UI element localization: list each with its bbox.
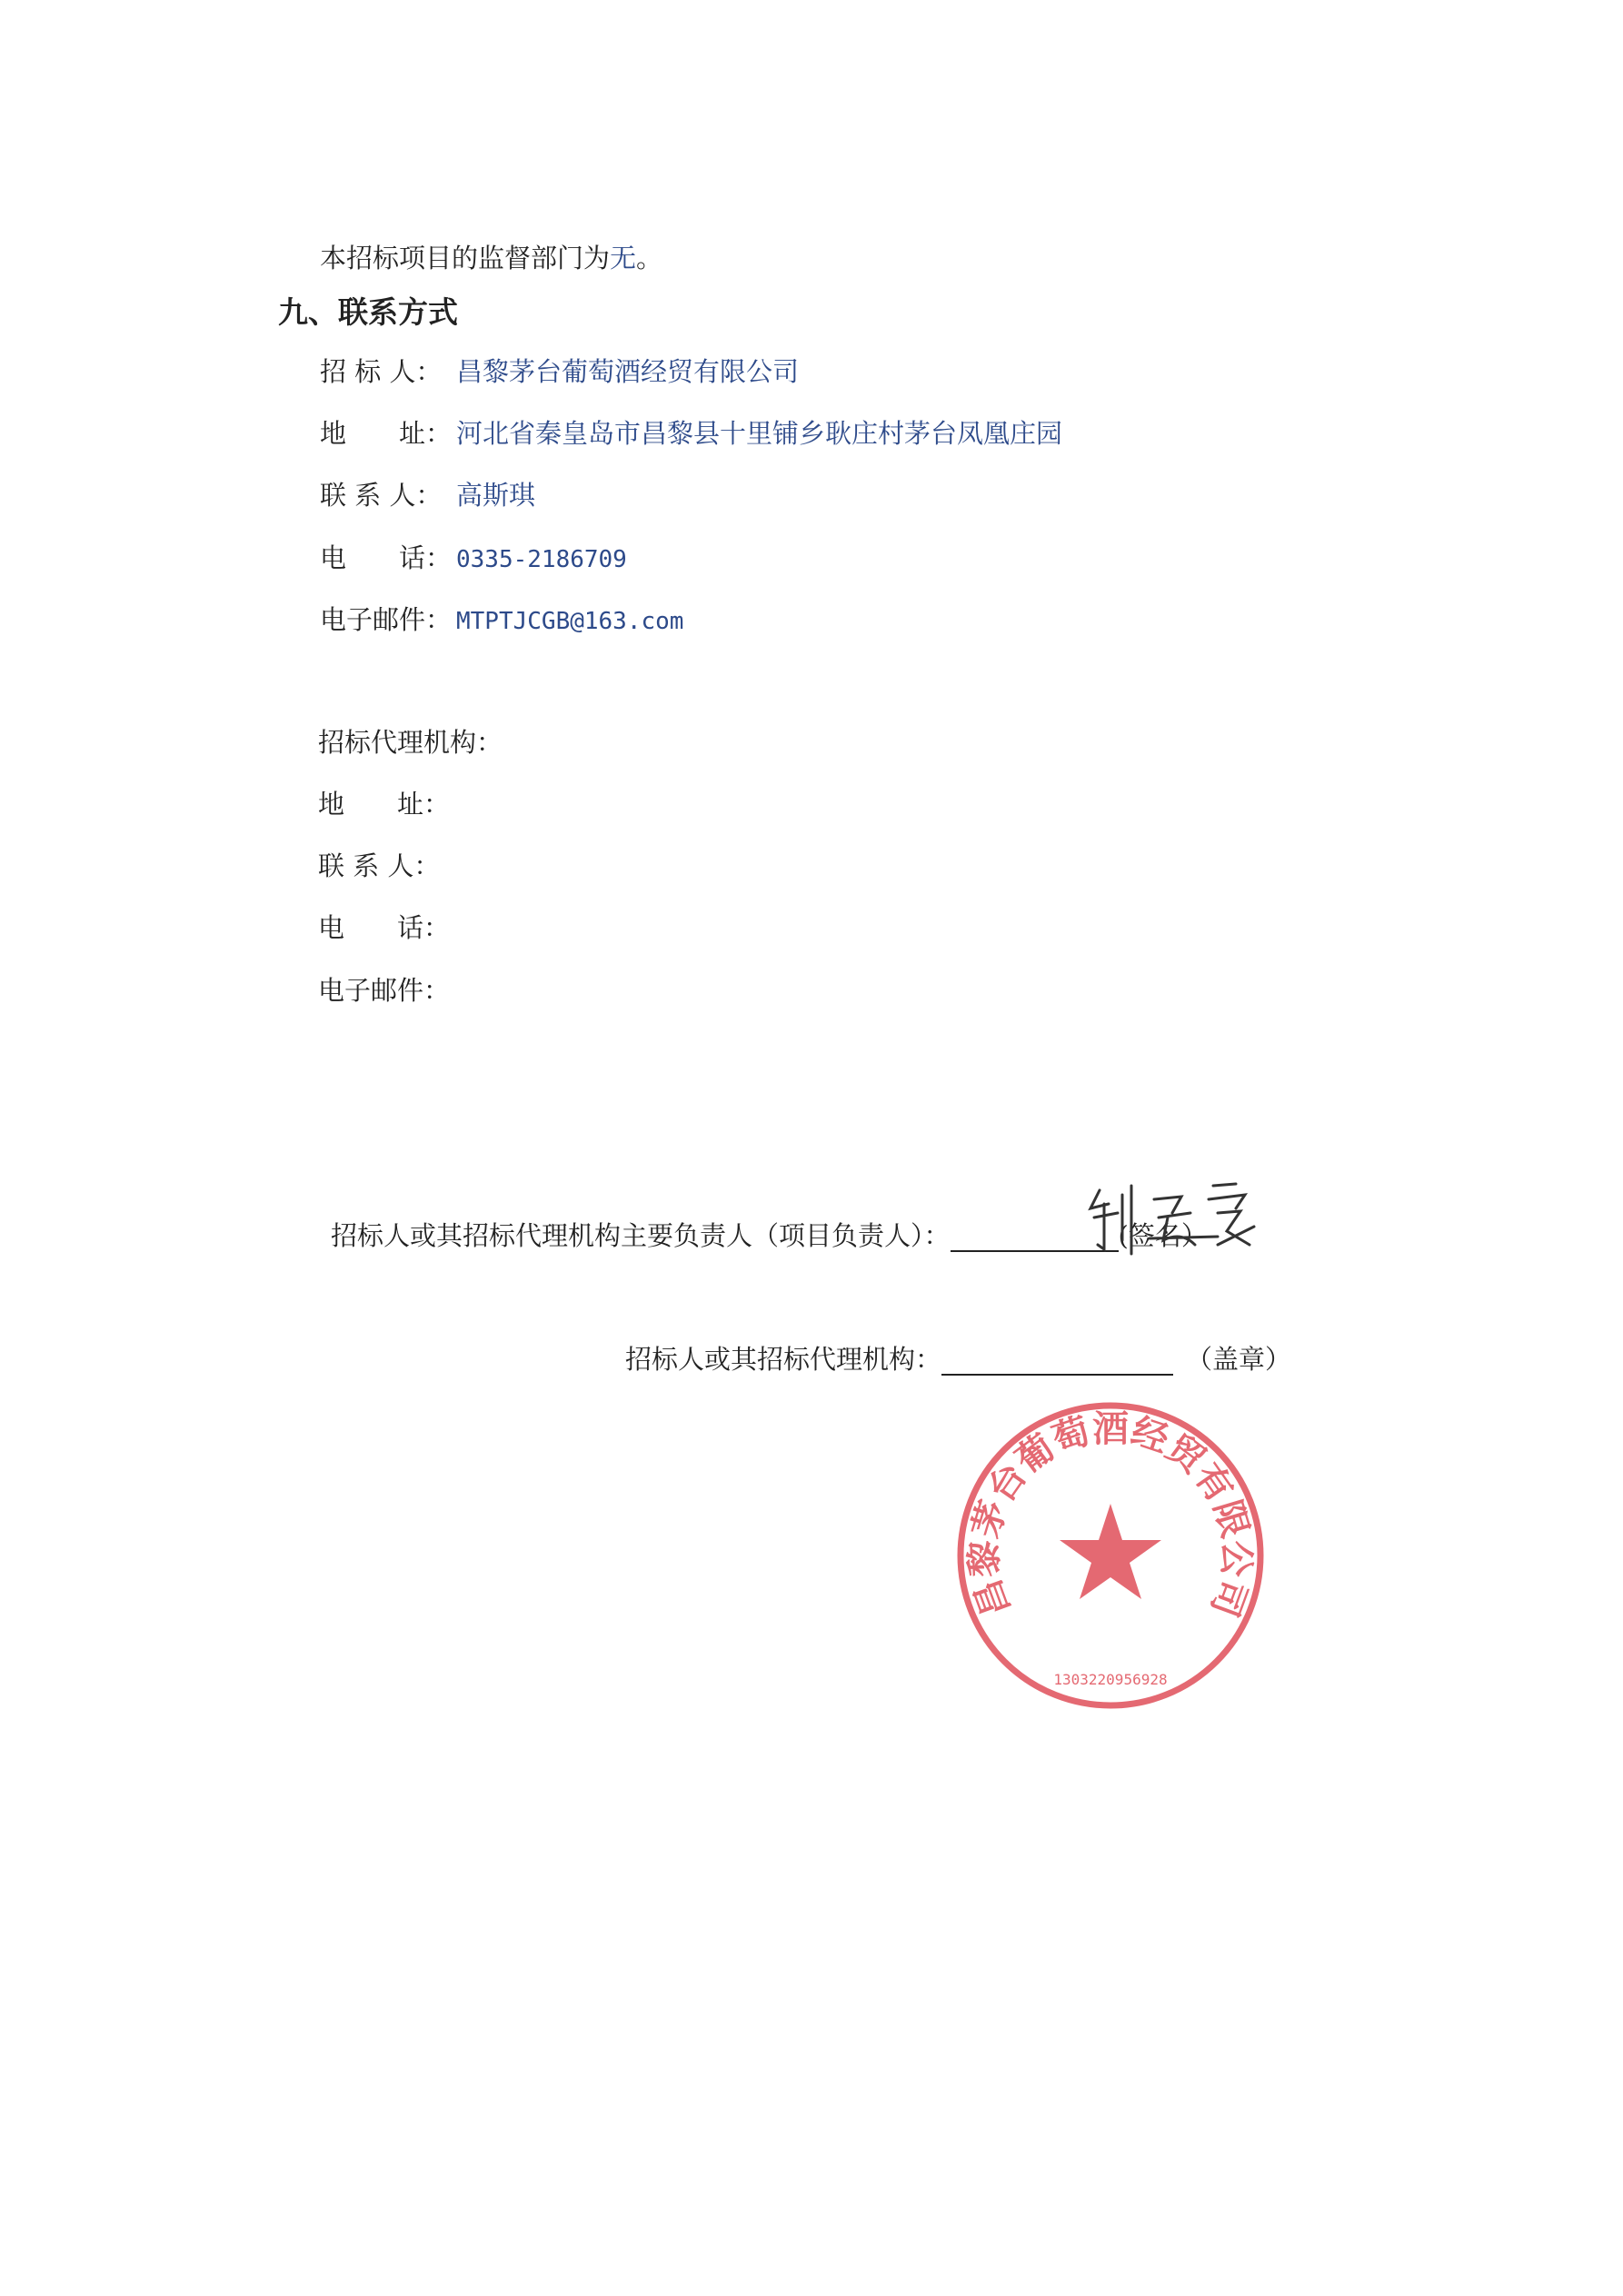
field-label: 招 标 人：	[320, 356, 443, 387]
field-label: 电 话：	[320, 542, 453, 573]
tenderer-name-row	[320, 355, 799, 388]
tenderer-phone-row	[320, 542, 627, 576]
field-label: 地 址：	[320, 418, 453, 449]
seal-code-text: 1303220956928	[1053, 1671, 1168, 1688]
field-label: 联 系 人：	[320, 480, 443, 511]
field-value: 河北省秦皇岛市昌黎县十里铺乡耿庄村茅台凤凰庄园	[456, 418, 1063, 449]
agency-name-row	[318, 726, 503, 759]
supervision-statement	[320, 242, 662, 274]
company-seal	[954, 1399, 1268, 1713]
field-label: 联 系 人：	[318, 850, 441, 881]
seal-blank	[941, 1347, 1173, 1376]
supervision-suffix: 。	[636, 243, 663, 273]
field-label: 招标代理机构：	[318, 727, 503, 758]
field-value: 昌黎茅台葡萄酒经贸有限公司	[456, 356, 800, 387]
section-title: 九、联系方式	[278, 294, 458, 330]
signature-line	[331, 1219, 1208, 1252]
field-label: 电子邮件：	[320, 604, 453, 635]
seal-star-icon	[1060, 1504, 1161, 1599]
field-value: MTPTJCGB@163.com	[456, 608, 684, 635]
seal-suffix: （盖章）	[1186, 1344, 1292, 1375]
signature-label: 招标人或其招标代理机构主要负责人（项目负责人）：	[331, 1220, 951, 1251]
agency-email-row	[318, 974, 454, 1007]
supervision-value: 无	[610, 243, 637, 273]
seal-company-text: 昌黎茅台葡萄酒经贸有限公司	[963, 1408, 1258, 1623]
field-value: 高斯琪	[456, 480, 536, 511]
supervision-prefix: 本招标项目的监督部门为	[320, 243, 611, 273]
agency-address-row	[318, 788, 454, 820]
tenderer-address-row	[320, 417, 1062, 450]
handwritten-signature	[1081, 1177, 1281, 1277]
seal-line	[625, 1343, 1291, 1376]
agency-phone-row	[318, 911, 454, 944]
field-value: 0335-2186709	[456, 546, 627, 573]
field-label: 电子邮件：	[318, 975, 451, 1006]
field-label: 地 址：	[318, 789, 451, 820]
seal-label: 招标人或其招标代理机构：	[625, 1344, 942, 1375]
tenderer-email-row	[320, 603, 683, 638]
signature-suffix: (签名）	[1118, 1220, 1208, 1251]
tenderer-contact-person-row	[320, 479, 535, 512]
agency-contact-person-row	[318, 850, 454, 882]
field-label: 电 话：	[318, 912, 451, 943]
